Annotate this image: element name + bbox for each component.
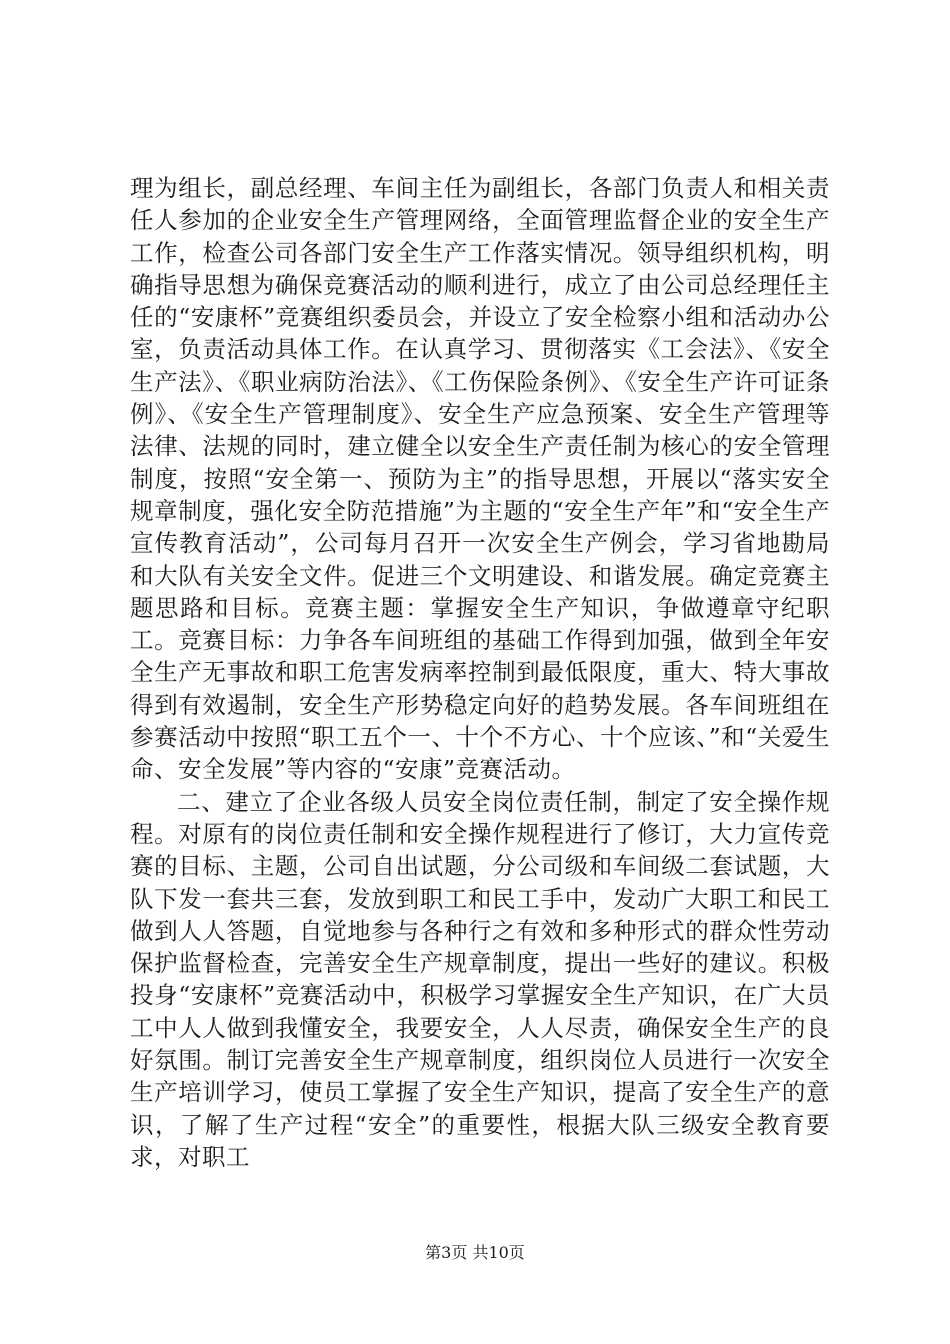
paragraph-2: 二、建立了企业各级人员安全岗位责任制，制定了安全操作规程。对原有的岗位责任制和安全操作规程进行了修订，大力宣传竞赛的目标、主题，公司自出试题，分公司级和车间级二套试题，大队下发一套共三套，发放到职工和民工手中，发动广大职工和民工做到人人答题，自觉地参与各种行之有效和多种形式的群众性劳动保护监督检查，完善安全生产规章制度，提出一些好的建议。积极投身“安康杯”竞赛活动中，积极学习掌握安全生产知识，在广大员工中人人做到我懂安全，我要安全，人人尽责，确保安全生产的良好氛围。制订完善安全生产规章制度，组织岗位人员进行一次安全生产培训学习，使员工掌握了安全生产知识，提高了安全生产的意识，了解了生产过程“安全”的重要性，根据大队三级安全教育要求，对职工 bbox=[130, 787, 830, 1171]
document-body bbox=[130, 172, 830, 1173]
paragraph-1: 理为组长，副总经理、车间主任为副组长，各部门负责人和相关责任人参加的企业安全生产管理网络，全面管理监督企业的安全生产工作，检查公司各部门安全生产工作落实情况。领导组织机构，明确指导思想为确保竞赛活动的顺利进行，成立了由公司总经理任主任的“安康杯”竞赛组织委员会，并设立了安全检察小组和活动办公室，负责活动具体工作。在认真学习、贯彻落实《工会法》、《安全生产法》、《职业病防治法》、《工伤保险条例》、《安全生产许可证条例》、《安全生产管理制度》、安全生产应急预案、安全生产管理等法律、法规的同时，建立健全以安全生产责任制为核心的安全管理制度，按照“安全第一、预防为主”的指导思想，开展以“落实安全规章制度，强化安全防范措施”为主题的“安全生产年”和“安全生产宣传教育活动”，公司每月召开一次安全生产例会，学习省地勘局和大队有关安全文件。促进三个文明建设、和谐发展。确定竞赛主题思路和目标。竞赛主题：掌握安全生产知识，争做遵章守纪职工。竞赛目标：力争各车间班组的基础工作得到加强，做到全年安全生产无事故和职工危害发病率控制到最低限度，重大、特大事故得到有效遏制，安全生产形势稳定向好的趋势发展。各车间班组在参赛活动中按照“职工五个一、十个不方心、十个应该、”和“关爱生命、安全发展”等内容的“安康”竞赛活动。 bbox=[130, 174, 830, 784]
page-number-footer: 第3页 共10页 bbox=[425, 1243, 525, 1262]
